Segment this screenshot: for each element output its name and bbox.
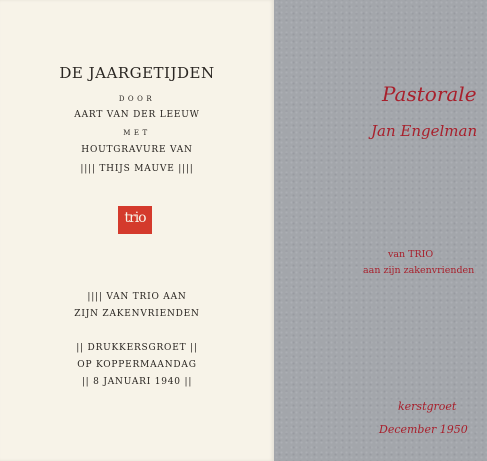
greeting-line-3: || 8 JANUARI 1940 || — [81, 377, 193, 387]
booklet-title: DE JAARGETIJDEN — [59, 64, 215, 82]
engraving-label: HOUTGRAVURE VAN — [81, 145, 193, 155]
cover-greeting-line-2: December 1950 — [379, 423, 468, 436]
artist-name: |||| THIJS MAUVE |||| — [80, 164, 194, 174]
door-label: DOOR — [118, 95, 156, 103]
from-line-1: |||| VAN TRIO AAN — [87, 292, 187, 302]
trio-logo — [118, 206, 152, 234]
greeting-line-1: || DRUKKERSGROET || — [76, 343, 198, 353]
cover-from-line-1: van TRIO — [388, 249, 434, 260]
cover-greeting-line-1: kerstgroet — [398, 400, 457, 413]
met-label: MET — [123, 129, 151, 137]
trio-logo-text: trio — [124, 210, 146, 226]
cover-from-line-2: aan zijn zakenvrienden — [363, 265, 475, 276]
cover-page — [274, 0, 487, 461]
from-line-2: ZIJN ZAKENVRIENDEN — [74, 309, 200, 319]
greeting-line-2: OP KOPPERMAANDAG — [77, 360, 197, 370]
cover-title: Pastorale — [382, 82, 477, 106]
cover-author: Jan Engelman — [371, 122, 478, 140]
author-name: AART VAN DER LEEUW — [74, 110, 200, 120]
